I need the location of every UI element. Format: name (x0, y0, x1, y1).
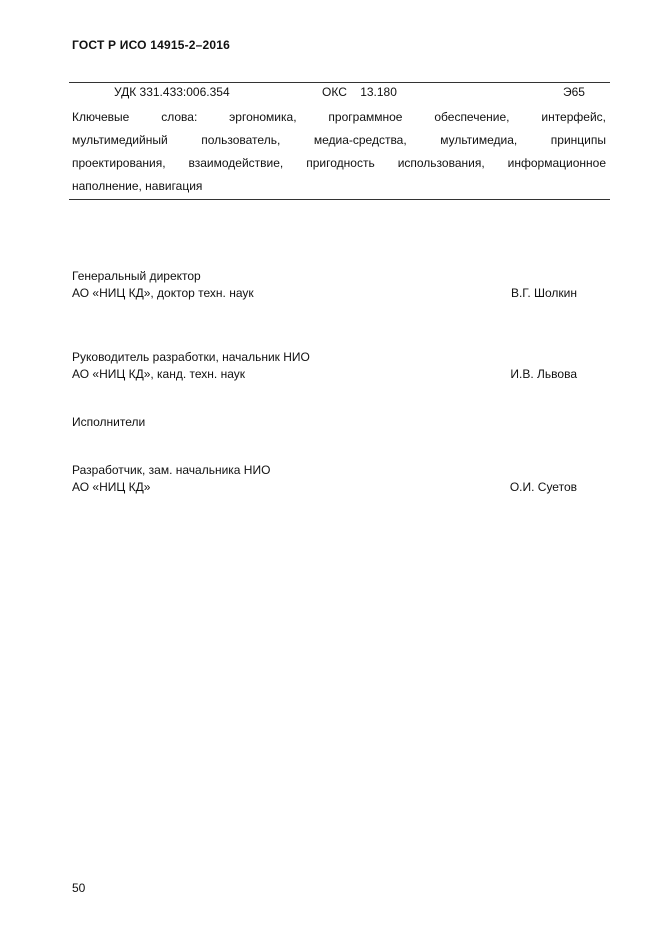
signatory-name: И.В. Львова (510, 367, 577, 381)
executors-heading-block (72, 414, 577, 431)
oks-code: ОКС 13.180 (322, 85, 397, 99)
signatory-block (72, 268, 577, 302)
signatory-organization-line (72, 479, 577, 496)
signatory-position: Руководитель разработки, начальник НИО (72, 350, 310, 364)
keywords-line: проектирования, взаимодействие, пригодность использования, информационное (72, 156, 606, 170)
top-divider (69, 82, 610, 83)
signatory-organization: АО «НИЦ КД» (72, 480, 151, 494)
keywords-paragraph (72, 106, 606, 198)
bottom-divider (69, 199, 610, 200)
udk-code: УДК 331.433:006.354 (114, 85, 230, 99)
signatory-block (72, 462, 577, 496)
signatory-name: О.И. Суетов (509, 480, 577, 494)
keywords-line: наполнение, навигация (72, 179, 203, 193)
signatory-name: В.Г. Шолкин (510, 286, 577, 300)
classifier-code: Э65 (563, 85, 585, 99)
document-header-title: ГОСТ Р ИСО 14915-2–2016 (72, 38, 231, 52)
page-number: 50 (72, 881, 86, 895)
signatory-organization: АО «НИЦ КД», доктор техн. наук (72, 286, 254, 300)
signatory-position: Генеральный директор (72, 269, 201, 283)
signatory-organization-line (72, 285, 577, 302)
signatory-position: Разработчик, зам. начальника НИО (72, 463, 271, 477)
signatory-organization-line (72, 366, 577, 383)
keywords-line: мультимедийный пользователь, медиа-средства, мультимедиа, принципы (72, 133, 606, 147)
executors-heading: Исполнители (72, 415, 146, 429)
signatory-organization: АО «НИЦ КД», канд. техн. наук (72, 367, 246, 381)
classification-codes-row (0, 85, 661, 101)
keywords-line: Ключевые слова: эргономика, программное обеспечение, интерфейс, (72, 110, 606, 124)
signatory-block (72, 349, 577, 383)
